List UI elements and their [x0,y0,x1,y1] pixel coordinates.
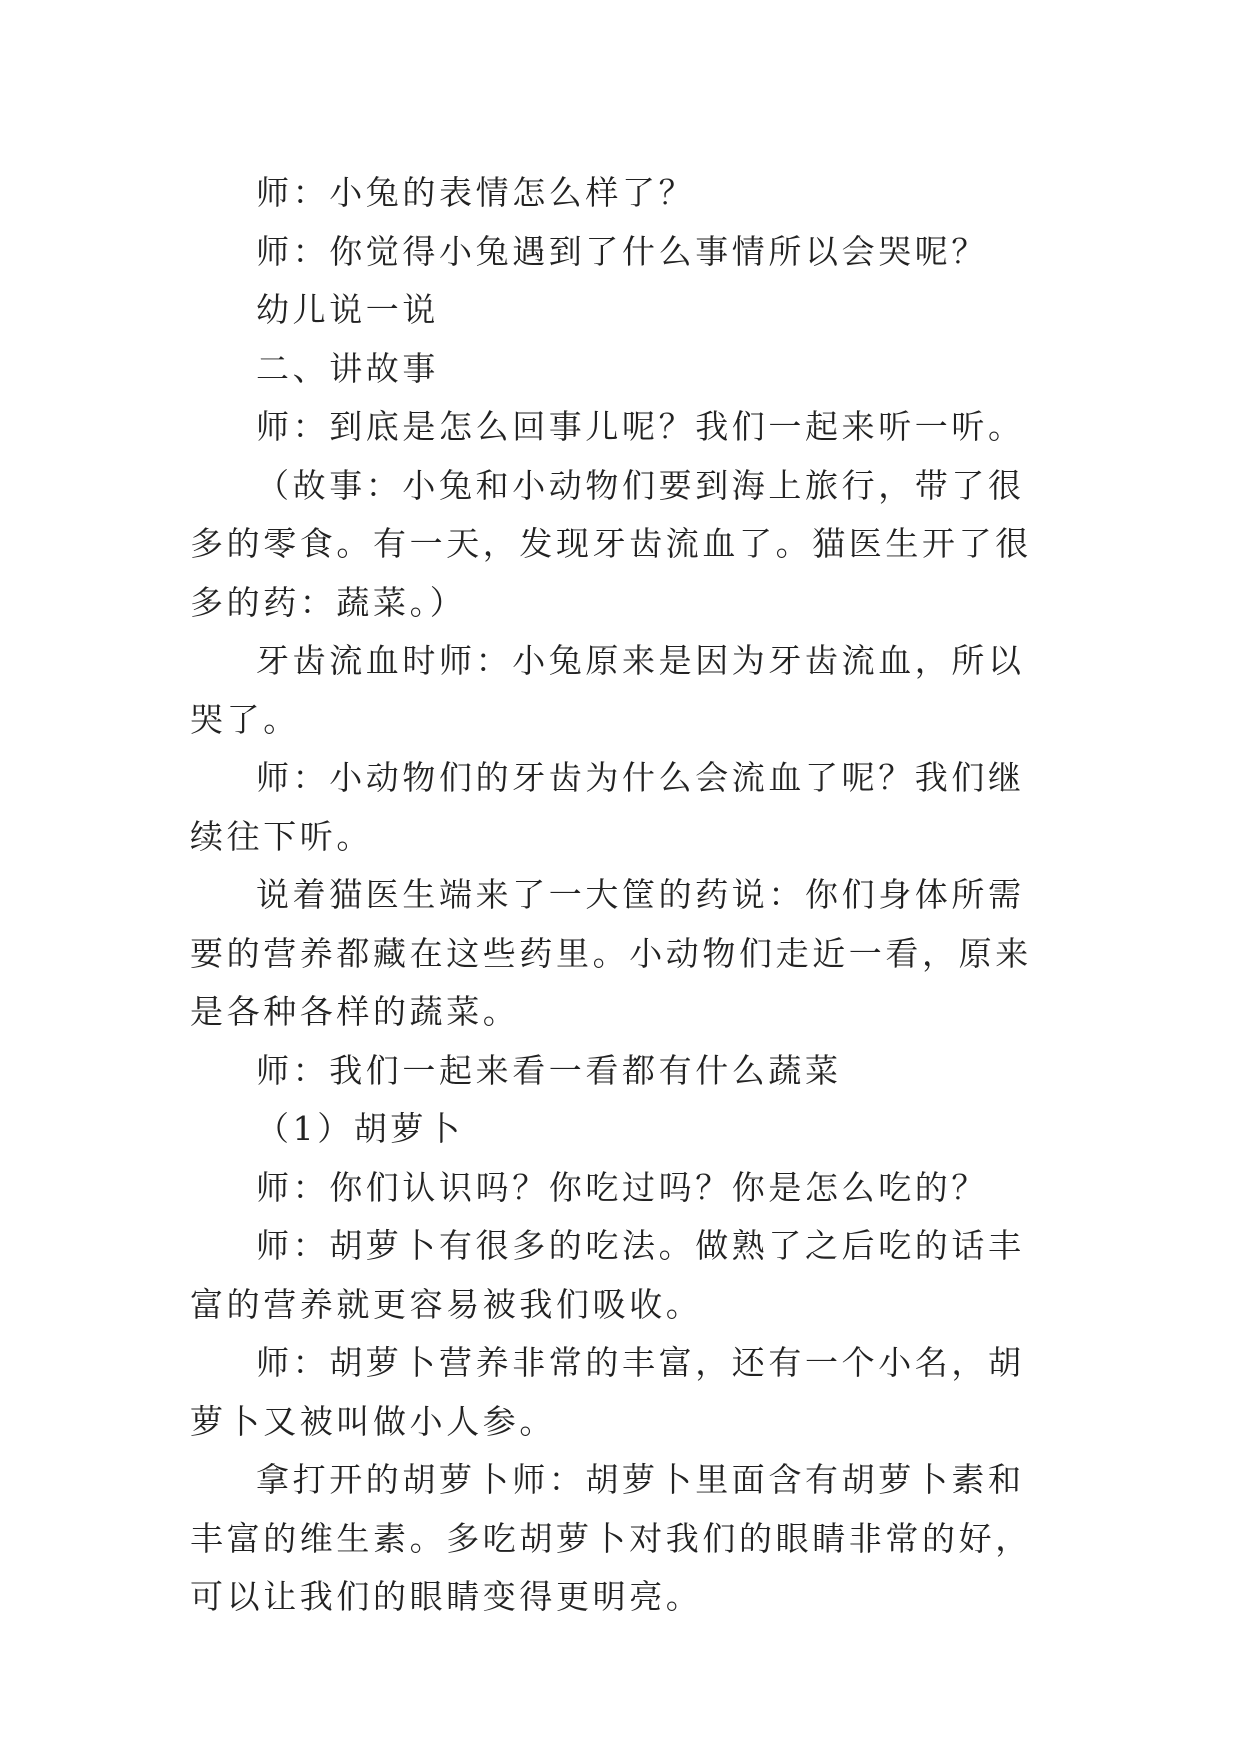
paragraph: 拿打开的胡萝卜师：胡萝卜里面含有胡萝卜素和丰富的维生素。多吃胡萝卜对我们的眼睛非常的好，可以让我们的眼睛变得更明亮。 [190,1460,1032,1616]
paragraph: 牙齿流血时师：小兔原来是因为牙齿流血，所以哭了。 [190,641,1025,739]
paragraph: 师：小兔的表情怎么样了？ [256,173,696,212]
paragraph: 说着猫医生端来了一大筐的药说：你们身体所需要的营养都藏在这些药里。小动物们走近一看，原来是各种各样的蔬菜。 [190,875,1032,1031]
sub-heading: （1）胡萝卜 [256,1109,464,1148]
paragraph: 师：你觉得小兔遇到了什么事情所以会哭呢？ [256,231,988,271]
paragraph: 师：你们认识吗？你吃过吗？你是怎么吃的？ [256,1167,988,1207]
paragraph: 师：胡萝卜有很多的吃法。做熟了之后吃的话丰富的营养就更容易被我们吸收。 [190,1226,1025,1324]
paragraph: 师：到底是怎么回事儿呢？我们一起来听一听。 [256,407,1025,446]
document-body [190,164,1050,1627]
story-paragraph: （故事：小兔和小动物们要到海上旅行，带了很多的零食。有一天，发现牙齿流血了。猫医生开了很多的药：蔬菜。） [190,465,1032,622]
paragraph: 师：胡萝卜营养非常的丰富，还有一个小名，胡萝卜又被叫做小人参。 [190,1343,1025,1441]
paragraph: 师：小动物们的牙齿为什么会流血了呢？我们继续往下听。 [190,758,1025,856]
section-heading: 二、讲故事 [256,348,439,388]
paragraph: 师：我们一起来看一看都有什么蔬菜 [256,1050,842,1090]
paragraph: 幼儿说一说 [256,290,439,329]
